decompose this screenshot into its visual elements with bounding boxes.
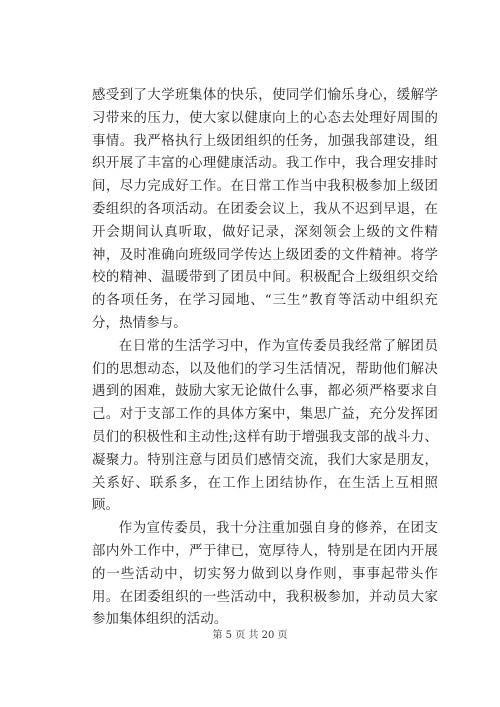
paragraph-2: 在日常的生活学习中，作为宣传委员我经常了解团员们的思想动态，以及他们的学习生活情况，帮助他们解决遇到的困难，鼓励大家无论做什么事，都必须严格要求自己。对于支部工作的具体方案中，集思广益，充分发挥团员们的积极性和主动性;这样有助于增强我支部的战斗力、凝聚力。特别注意与团员们感情交流，我们大家是朋友，关系好、联系多，在工作上团结协作，在生活上互相照顾。 [92,338,438,514]
document-body [92,85,438,632]
paragraph-1: 感受到了大学班集体的快乐，使同学们愉乐身心，缓解学习带来的压力，使大家以健康向上的心态去处理好周围的事情。我严格执行上级团组织的任务，加强我部建设，组织开展了丰富的心理健康活动。我工作中，我合理安排时间，尽力完成好工作。在日常工作当中我积极参加上级团委组织的各项活动。在团委会议上，我从不迟到早退，在开会期间认真听取，做好记录，深刻领会上级的文件精神，及时准确向班级同学传达上级团委的文件精神。将学校的精神、温暖带到了团员中间。积极配合上级组织交给的各项任务，在学习园地、“三生”教育等活动中组织充分，热情参与。 [92,88,438,331]
paragraph-3: 作为宣传委员，我十分注重加强自身的修养，在团支部内外工作中，严于律已，宽厚待人，特别是在团内开展的一些活动中，切实努力做到以身作则，事事起带头作用。在团委组织的一些活动中，我积极参加，并动员大家参加集体组织的活动。 [92,521,438,628]
page-number-footer: 第 5 页 共 20 页 [212,630,288,641]
